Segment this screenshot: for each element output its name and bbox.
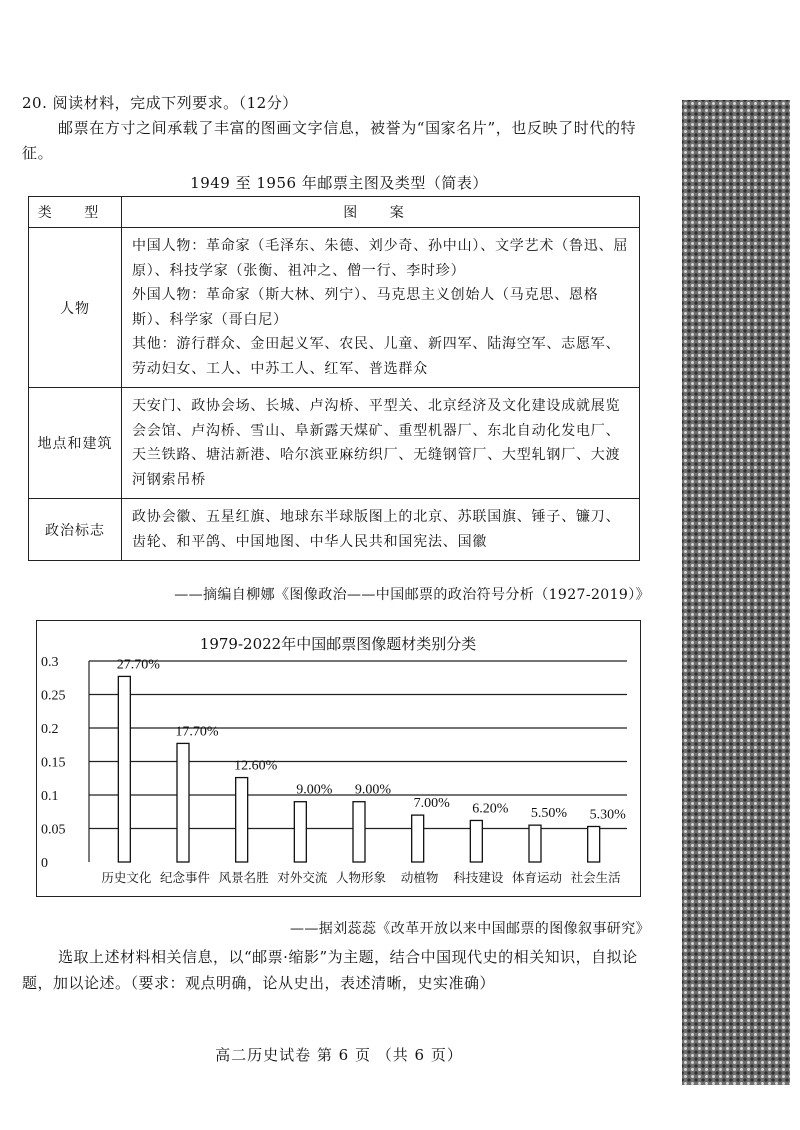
x-tick-label: 风景名胜 xyxy=(218,870,269,885)
x-tick-label: 对外交流 xyxy=(277,870,328,885)
question-title: 20. 阅读材料，完成下列要求。（12分） xyxy=(22,94,298,112)
bar xyxy=(236,778,248,862)
row-type: 政治标志 xyxy=(29,499,122,561)
data-label: 6.20% xyxy=(472,801,509,817)
y-tick-label: 0.3 xyxy=(41,655,59,670)
x-tick-label: 科技建设 xyxy=(453,870,504,885)
page-footer: 高二历史试卷 第 6 页 （共 6 页） xyxy=(215,1046,463,1064)
x-tick-label: 动植物 xyxy=(400,870,439,885)
content-line: 中国人物：革命家（毛泽东、朱德、刘少奇、孙中山）、文学艺术（鲁迅、屈原）、科技学家（张衡、祖冲之、僧一行、李时珍） xyxy=(132,238,629,279)
row-content xyxy=(122,228,640,388)
row-type: 地点和建筑 xyxy=(29,388,122,499)
table-header-row xyxy=(29,197,640,228)
table-title: 1949 至 1956 年邮票主图及类型（简表） xyxy=(190,174,488,192)
row-type: 人物 xyxy=(29,228,122,388)
table-header-pattern: 图 案 xyxy=(122,197,640,228)
x-tick-label: 纪念事件 xyxy=(159,870,211,885)
data-label: 27.70% xyxy=(116,657,160,673)
data-label: 12.60% xyxy=(234,758,278,774)
bar xyxy=(470,820,482,862)
bar xyxy=(353,802,365,862)
table-row xyxy=(29,388,640,499)
y-tick-label: 0.25 xyxy=(41,688,66,704)
row-content xyxy=(122,499,640,561)
data-label: 17.70% xyxy=(175,724,219,740)
row-content xyxy=(122,388,640,499)
table-row xyxy=(29,499,640,561)
y-tick-label: 0.2 xyxy=(41,722,59,737)
stamp-table xyxy=(28,196,640,561)
table-row xyxy=(29,228,640,388)
data-label: 5.30% xyxy=(589,807,626,823)
bar xyxy=(118,676,130,862)
y-tick-label: 0 xyxy=(41,856,48,871)
bar-chart xyxy=(36,620,641,897)
x-tick-label: 社会生活 xyxy=(570,870,621,885)
data-label: 5.50% xyxy=(530,806,568,822)
decorative-pattern-strip xyxy=(682,100,790,1085)
question-intro: 邮票在方寸之间承载了丰富的图画文字信息，被誉为“国家名片”，也反映了时代的特征。 xyxy=(22,119,637,162)
y-tick-label: 0.05 xyxy=(41,822,66,838)
content-line: 天安门、政协会场、长城、卢沟桥、平型关、北京经济及文化建设成就展览会会馆、卢沟桥、雪山、阜新露天煤矿、重型机器厂、东北自动化发电厂、天兰铁路、塘沽新港、哈尔滨亚麻纺织厂、无缝钢管厂、大型轧钢厂、大渡河钢索吊桥 xyxy=(132,398,621,488)
chart-title: 1979-2022年中国邮票图像题材类别分类 xyxy=(199,635,477,653)
task-text: 选取上述材料相关信息，以“邮票·缩影”为主题，结合中国现代史的相关知识，自拟论题，加以论述。（要求：观点明确，论从史出，表述清晰，史实准确） xyxy=(22,948,638,992)
content-line: 政协会徽、五星红旗、地球东半球版图上的北京、苏联国旗、锤子、镰刀、齿轮、和平鸽、中国地图、中华人民共和国宪法、国徽 xyxy=(132,509,621,550)
bar xyxy=(412,815,424,862)
data-label: 9.00% xyxy=(354,782,392,798)
data-label: 9.00% xyxy=(296,782,333,798)
chart-canvas xyxy=(37,621,640,896)
table-header-type: 类 型 xyxy=(29,197,122,228)
bar xyxy=(529,825,541,862)
bar xyxy=(588,826,600,862)
bar xyxy=(177,743,189,862)
x-tick-label: 人物形象 xyxy=(335,870,387,885)
x-tick-label: 历史文化 xyxy=(101,870,152,885)
table-source: ——摘编自柳娜《图像政治——中国邮票的政治符号分析（1927-2019）》 xyxy=(174,587,650,603)
bar xyxy=(294,802,306,862)
chart-source: ——据刘蕊蕊《改革开放以来中国邮票的图像叙事研究》 xyxy=(290,921,650,937)
y-tick-label: 0.1 xyxy=(41,789,59,804)
y-tick-label: 0.15 xyxy=(41,755,66,771)
content-line: 外国人物：革命家（斯大林、列宁）、马克思主义创始人（马克思、恩格斯）、科学家（哥白尼） xyxy=(132,287,599,328)
data-label: 7.00% xyxy=(413,796,450,812)
x-tick-label: 体育运动 xyxy=(511,870,563,885)
content-line: 其他：游行群众、金田起义军、农民、儿童、新四军、陆海空军、志愿军、劳动妇女、工人、中苏工人、红军、普选群众 xyxy=(132,336,621,377)
